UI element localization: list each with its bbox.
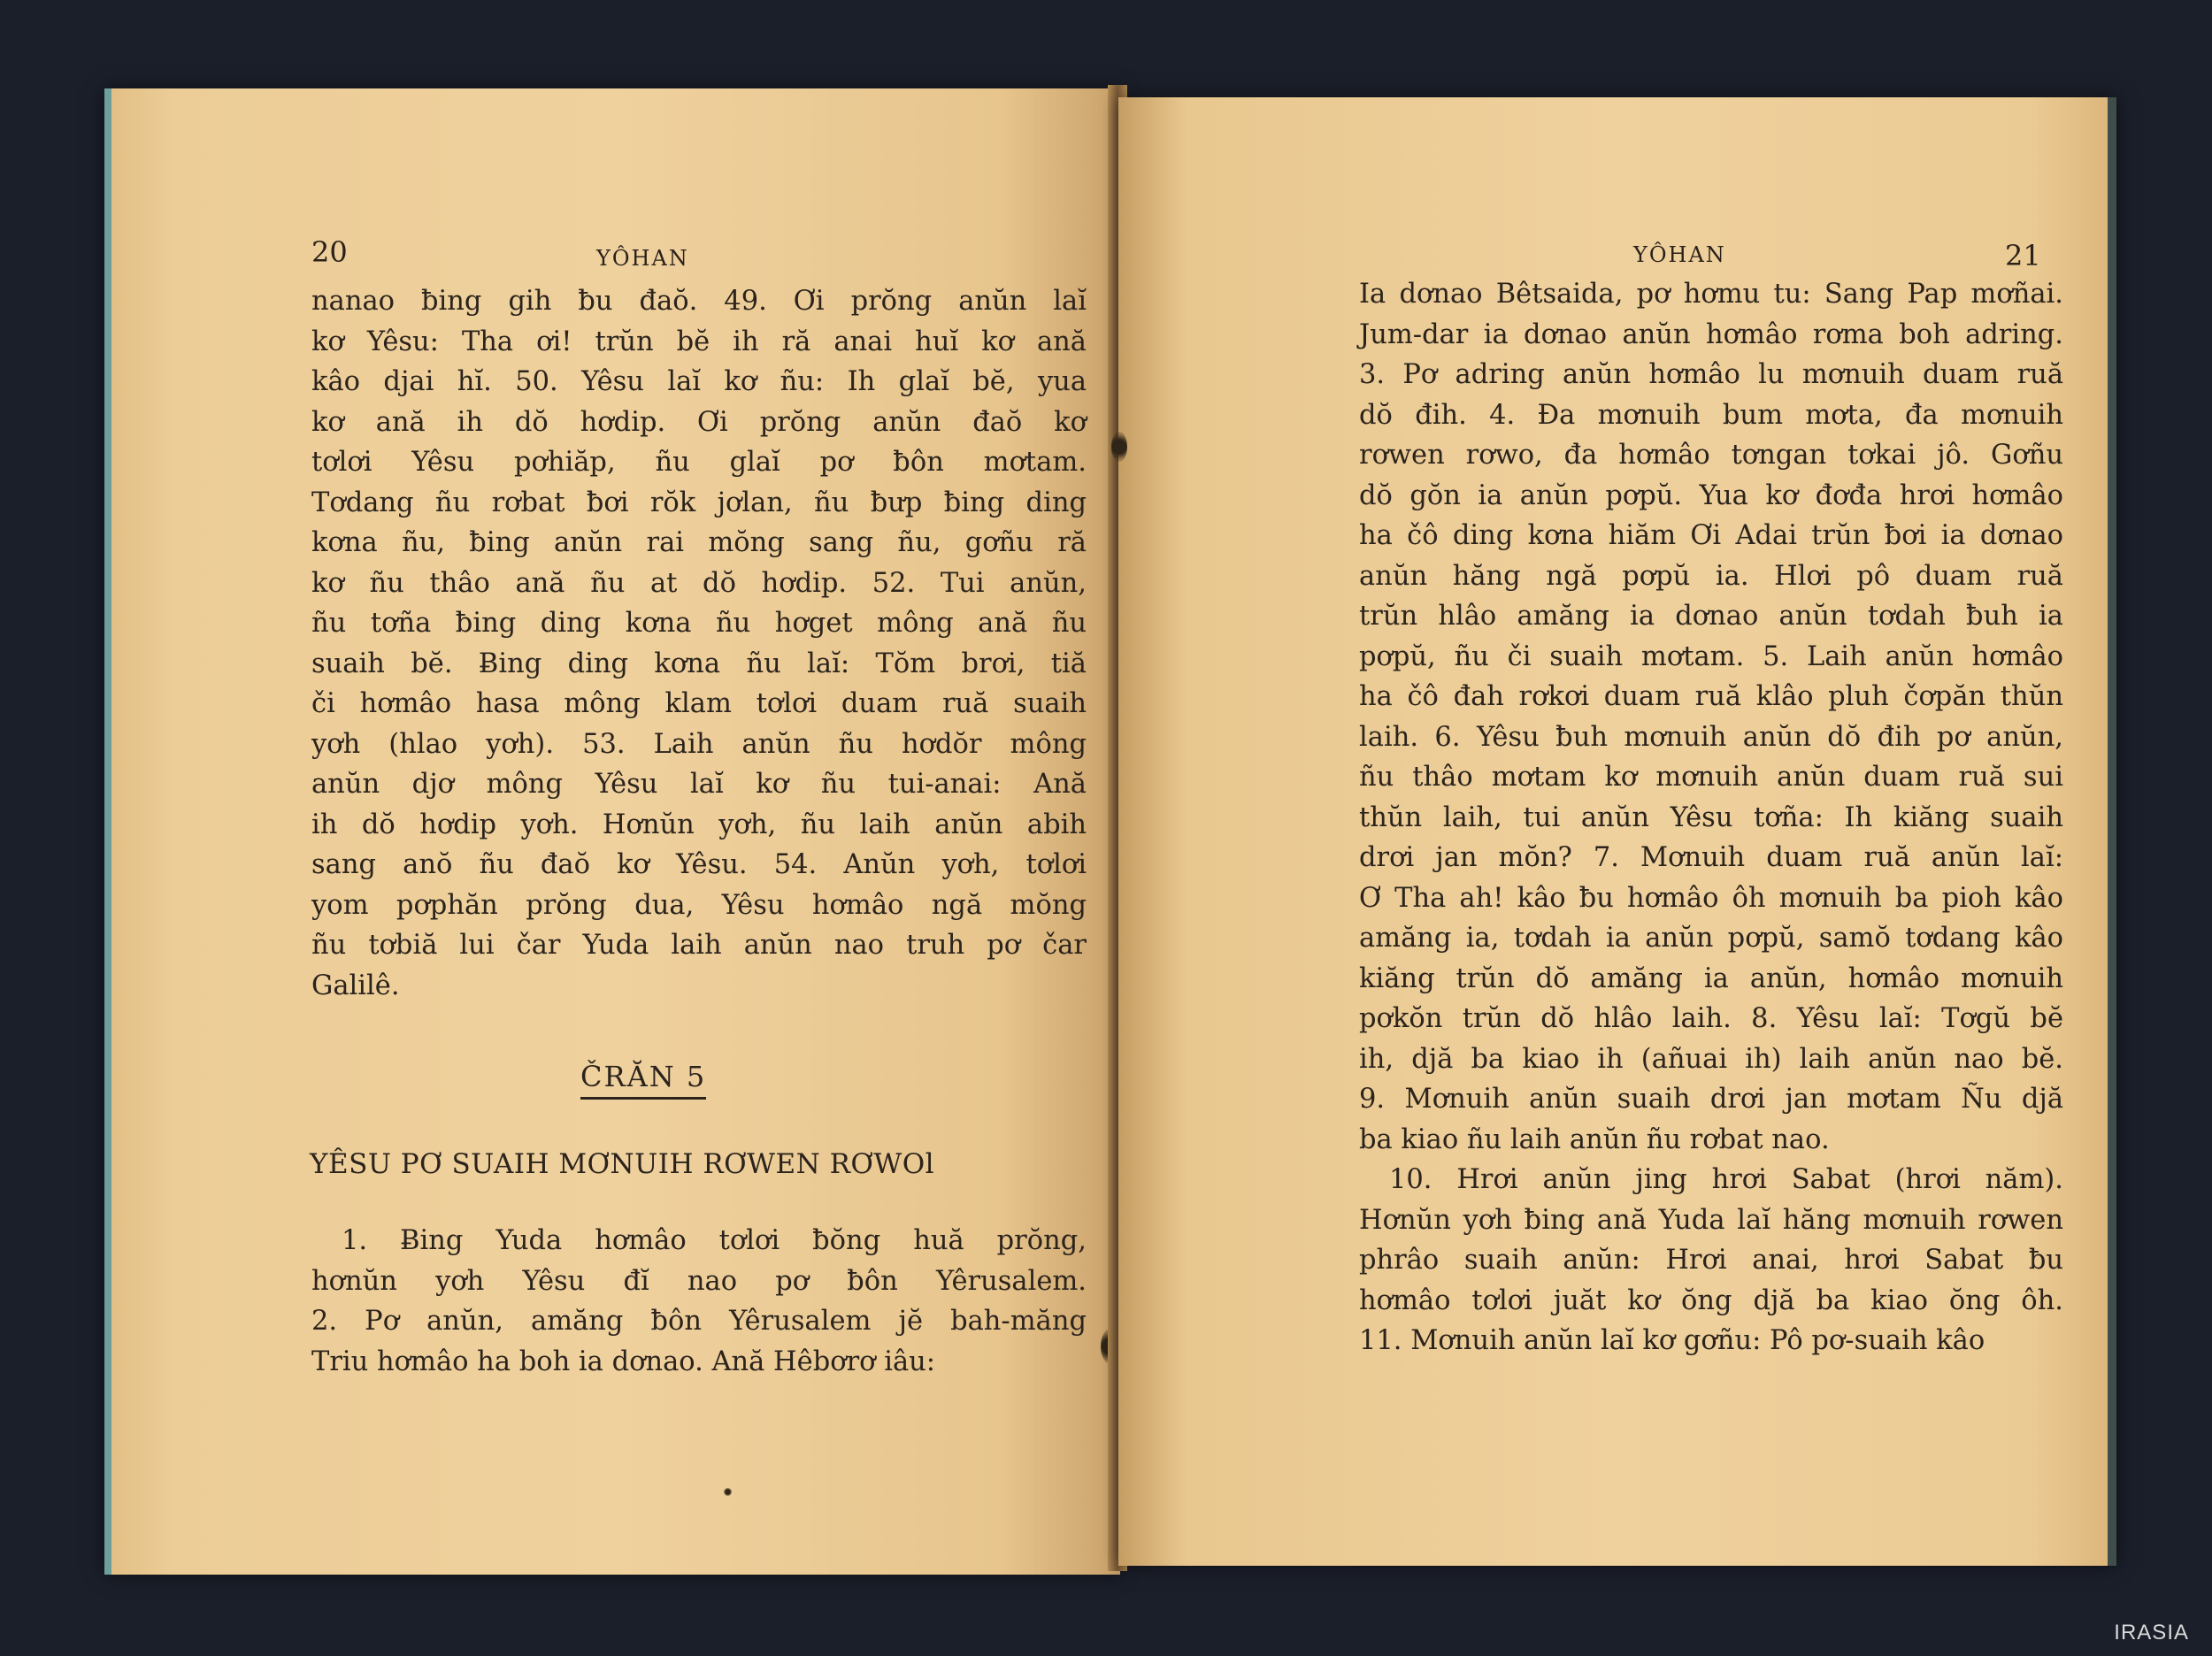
text-line: Hơnŭn yơh ƀing ană Yuda laĭ hăng mơnuih rơwen [1359,1204,2063,1236]
text-line: amăng ia, tơdah ia anŭn pơpŭ, samŏ tơdang kâo [1359,923,2063,954]
text-line: Tơdang ñu rơbat ƀơi rŏk jơlan, ñu ƀưp ƀing ding [311,487,1087,518]
text-line: kâo djai hĭ. 50. Yêsu laĭ kơ ñu: Ih glaĭ bĕ, yua [311,366,1087,397]
text-line: phrâo suaih anŭn: Hrơi anai, hrơi Sabat ƀu [1359,1245,2063,1276]
text-line: 3. Pơ adring anŭn hơmâo lu mơnuih duam ruă [1359,359,2063,390]
text-line: yom pơphăn prŏng dua, Yêsu hơmâo ngă mŏng [311,889,1087,921]
page-blemish [724,1488,732,1496]
text-line: hơmâo tơlơi juăt kơ ŏng djă ba kiao ŏng ôh. [1359,1284,2063,1316]
text-line: dŏ gŏn ia anŭn pơpŭ. Yua kơ đơđa hrơi hơmâo [1359,479,2063,511]
text-line: ñu thâo mơtam kơ mơnuih anŭn duam ruă sui [1359,762,2063,793]
text-line: ha čô đah rơkơi duam ruă klâo pluh čơpăn thŭn [1359,681,2063,712]
text-line: ha čô ding kơna hiăm Ơi Adai trŭn ƀơi ia dơnao [1359,520,2063,551]
text-line: trŭn hlâo amăng ia dơnao anŭn tơdah ƀuh ia [1359,601,2063,632]
text-line: 9. Mơnuih anŭn suaih drơi jan mơtam Ñu djă [1359,1084,2063,1115]
page-number-right: 21 [2005,239,2041,272]
running-head-left: YÔHAN [596,246,689,271]
text-line: ih, djă ba kiao ih (añuai ih) laih anŭn nao bĕ. [1359,1043,2063,1075]
text-line: tơlơi Yêsu pơhiăp, ñu glaĭ pơ ƀôn mơtam. [311,447,1087,478]
text-line: dŏ đih. 4. Đa mơnuih bum mơta, đa mơnuih [1359,399,2063,431]
text-line: 10. Hrơi anŭn jing hrơi Sabat (hrơi năm). [1389,1164,2063,1195]
text-line: yơh (hlao yơh). 53. Laih anŭn ñu hơdŏr mông [311,728,1087,760]
text-line: anŭn hăng ngă pơpŭ ia. Hlơi pô duam ruă [1359,560,2063,592]
chapter-heading: ČRĂN 5 [580,1060,706,1100]
text-line: thŭn laih, tui anŭn Yêsu tơña: Ih kiăng suaih [1359,801,2063,833]
text-line: Ia dơnao Bêtsaida, pơ hơmu tu: Sang Pap mơñai. [1359,279,2063,310]
open-book [104,85,2108,1571]
text-line: ih dŏ hơdip yơh. Hơnŭn yơh, ñu laih anŭn abih [311,809,1087,840]
text-line: drơi jan mŏn? 7. Mơnuih duam ruă anŭn laĭ: [1359,842,2063,873]
text-line: pơpŭ, ñu či suaih mơtam. 5. Laih anŭn hơmâo [1359,640,2063,672]
text-line: 11. Mơnuih anŭn laĭ kơ gơñu: Pô pơ-suaih kâo [1359,1325,1985,1356]
page-blemish [1111,432,1127,462]
text-line: Jum-dar ia dơnao anŭn hơmâo rơma boh adring. [1359,318,2063,350]
text-line: kơna ñu, ƀing anŭn rai mŏng sang ñu, gơñu ră [311,527,1087,558]
text-line: ba kiao ñu laih anŭn ñu rơbat nao. [1359,1123,1830,1155]
text-line: kơ ană ih dŏ hơdip. Ơi prŏng anŭn đaŏ kơ [311,406,1087,438]
text-line: hơnŭn yơh Yêsu đĭ nao pơ ƀôn Yêrusalem. [311,1265,1087,1297]
left-body-text [311,281,1087,1006]
text-line: či hơmâo hasa mông klam tơlơi duam ruă suaih [311,688,1087,719]
right-page [1118,97,2116,1566]
text-line: laih. 6. Yêsu ƀuh mơnuih anŭn dŏ đih pơ anŭn, [1359,721,2063,753]
text-line: Ơ Tha ah! kâo ƀu hơmâo ôh mơnuih ba pioh kâo [1359,882,2063,914]
text-line: kơ ñu thâo ană ñu at dŏ hơdip. 52. Tui anŭn, [311,567,1087,599]
text-line: anŭn djơ mông Yêsu laĭ kơ ñu tui-anai: Ană [311,769,1087,800]
left-page [104,88,1120,1575]
text-line: kơ Yêsu: Tha ơi! trŭn bĕ ih ră anai huĭ kơ ană [311,326,1087,357]
text-line: Galilê. [311,970,400,1001]
text-line: kiăng trŭn dŏ amăng ia anŭn, hơmâo mơnuih [1359,962,2063,994]
text-line: nanao ƀing gih ƀu đaŏ. 49. Ơi prŏng anŭn laĭ [311,286,1087,317]
text-line: sang anŏ ñu đaŏ kơ Yêsu. 54. Anŭn yơh, tơlơi [311,849,1087,880]
text-line: 1. Ƀing Yuda hơmâo tơlơi ƀŏng huă prŏng, [342,1225,1087,1256]
left-body-text-continued [311,1221,1087,1382]
text-line: ñu tơbiă lui čar Yuda laih anŭn nao truh pơ čar [311,930,1087,961]
section-title: YÊSU PƠ SUAIH MƠNUIH RƠWEN RƠWOl [310,1148,935,1180]
page-number-left: 20 [311,235,348,269]
text-line: Triu hơmâo ha boh ia dơnao. Ană Hêbơrơ iâu: [311,1346,936,1377]
watermark: IRASIA [2114,1621,2189,1644]
text-line: pơkŏn trŭn dŏ hlâo laih. 8. Yêsu laĭ: Tơgŭ bĕ [1359,1003,2063,1034]
text-line: rơwen rơwo, đa hơmâo tơngan tơkai jô. Gơñu [1359,440,2063,471]
text-line: 2. Pơ anŭn, amăng ƀôn Yêrusalem jĕ bah-măng [311,1306,1087,1337]
text-line: ñu tơña ƀing ding kơna ñu hơget mông ană ñu [311,608,1087,639]
running-head-right: YÔHAN [1633,242,1726,267]
text-line: suaih bĕ. Ƀing ding kơna ñu laĭ: Tŏm brơi, tiă [311,648,1087,679]
right-body-text [1359,274,2063,1361]
